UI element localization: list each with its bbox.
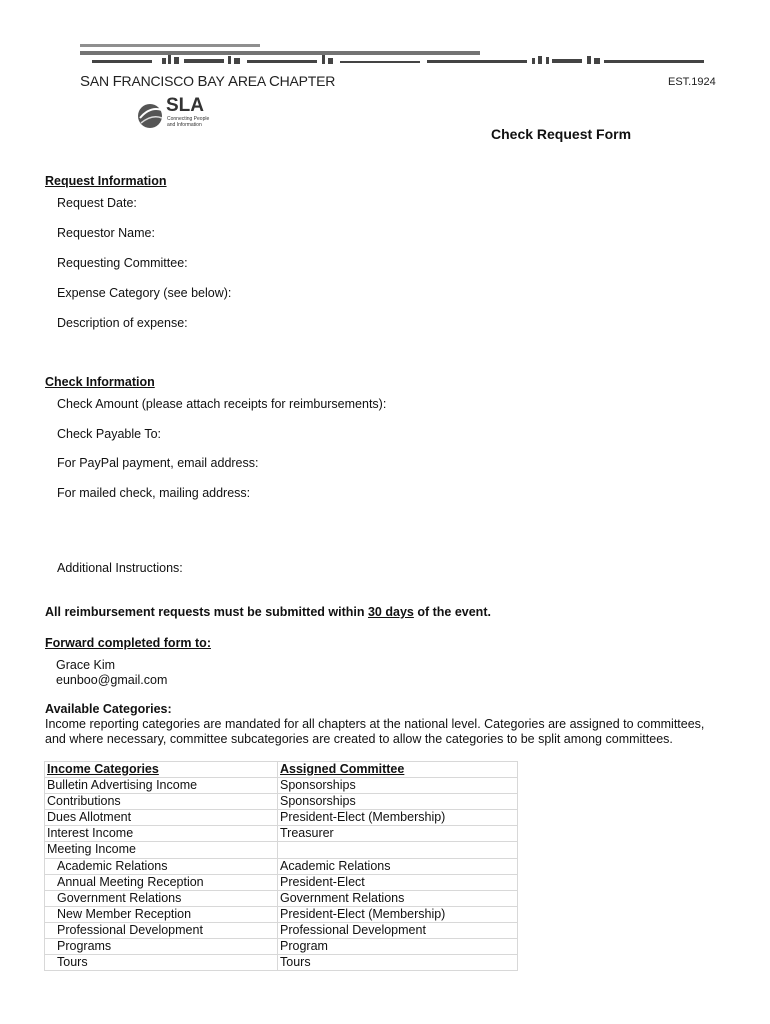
- table-row: [45, 778, 518, 794]
- check-info-heading: Check Information: [45, 375, 155, 389]
- chapter-name: SAN FRANCISCO BAY AREA CHAPTER: [80, 73, 336, 90]
- table-row: [45, 890, 518, 906]
- col-header-assigned-committee: Assigned Committee: [278, 762, 518, 778]
- field-description: Description of expense:: [57, 316, 188, 330]
- field-requesting-committee: Requesting Committee:: [57, 256, 188, 270]
- category-cell: New Member Reception: [45, 906, 278, 922]
- deadline-days: 30 days: [367, 605, 414, 619]
- skyline-banner-graphic: [72, 40, 712, 72]
- table-row: [45, 810, 518, 826]
- table-row: [45, 826, 518, 842]
- logo-tagline-1: Connecting People: [167, 116, 210, 122]
- categories-description-1: Income reporting categories are mandated for all chapters at the national level. Categories are assigned to committees,: [45, 717, 705, 731]
- committee-cell: [278, 842, 518, 858]
- sla-logo: [136, 96, 216, 132]
- table-row: [45, 906, 518, 922]
- table-row: [45, 955, 518, 971]
- category-cell: Contributions: [45, 794, 278, 810]
- table-row: [45, 858, 518, 874]
- committee-cell: President-Elect: [278, 874, 518, 890]
- committee-cell: Treasurer: [278, 826, 518, 842]
- request-info-heading: Request Information: [45, 174, 167, 188]
- form-title: Check Request Form: [491, 126, 632, 142]
- category-cell: Annual Meeting Reception: [45, 874, 278, 890]
- table-row: [45, 939, 518, 955]
- category-cell: Professional Development: [45, 922, 278, 938]
- forward-email: eunboo@gmail.com: [56, 673, 168, 687]
- field-mailing-address: For mailed check, mailing address:: [57, 486, 251, 500]
- logo-tagline-2: and Information: [167, 122, 202, 128]
- field-additional-instructions: Additional Instructions:: [57, 561, 183, 575]
- table-header-row: [45, 762, 518, 778]
- committee-cell: Tours: [278, 955, 518, 971]
- field-check-payable: Check Payable To:: [57, 427, 161, 441]
- committee-cell: President-Elect (Membership): [278, 906, 518, 922]
- deadline-note: All reimbursement requests must be submitted within 30 days of the event.: [45, 605, 491, 619]
- category-cell: Bulletin Advertising Income: [45, 778, 278, 794]
- categories-description-2: and where necessary, committee subcategories are created to allow the categories to be split among committees.: [45, 732, 673, 746]
- committee-cell: Government Relations: [278, 890, 518, 906]
- category-cell: Dues Allotment: [45, 810, 278, 826]
- logo-text: SLA: [166, 95, 204, 116]
- field-check-amount: Check Amount (please attach receipts for reimbursements):: [57, 397, 387, 411]
- category-cell: Interest Income: [45, 826, 278, 842]
- table-row: [45, 874, 518, 890]
- field-requestor-name: Requestor Name:: [57, 226, 155, 240]
- table-row: [45, 794, 518, 810]
- category-cell: Programs: [45, 939, 278, 955]
- forward-name: Grace Kim: [56, 658, 116, 672]
- category-cell: Academic Relations: [45, 858, 278, 874]
- categories-heading: Available Categories:: [45, 702, 172, 716]
- established-year: EST.1924: [668, 76, 716, 88]
- committee-cell: Professional Development: [278, 922, 518, 938]
- table-row: [45, 842, 518, 858]
- committee-cell: Academic Relations: [278, 858, 518, 874]
- category-cell: Government Relations: [45, 890, 278, 906]
- committee-cell: President-Elect (Membership): [278, 810, 518, 826]
- field-request-date: Request Date:: [57, 196, 137, 210]
- committee-cell: Sponsorships: [278, 794, 518, 810]
- categories-table: [44, 761, 518, 971]
- field-expense-category: Expense Category (see below):: [57, 286, 232, 300]
- category-cell: Tours: [45, 955, 278, 971]
- table-row: [45, 922, 518, 938]
- col-header-income-categories: Income Categories: [45, 762, 278, 778]
- category-cell: Meeting Income: [45, 842, 278, 858]
- committee-cell: Sponsorships: [278, 778, 518, 794]
- committee-cell: Program: [278, 939, 518, 955]
- forward-heading: Forward completed form to:: [45, 636, 211, 650]
- field-paypal-email: For PayPal payment, email address:: [57, 456, 259, 470]
